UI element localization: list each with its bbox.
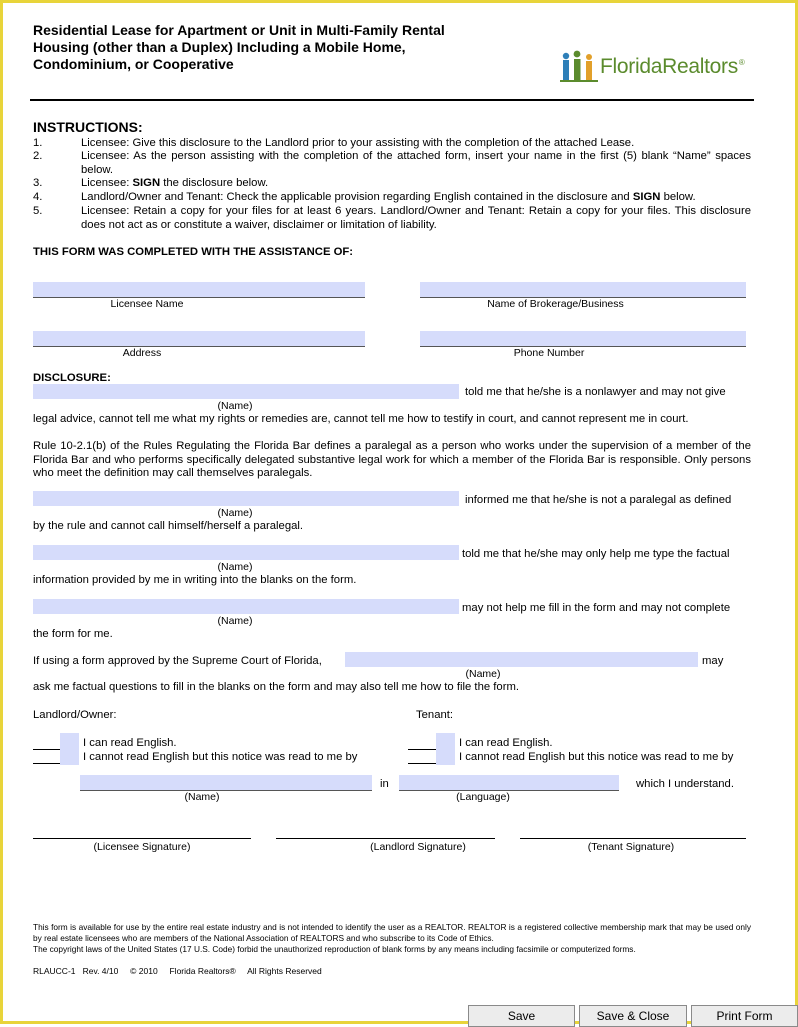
disclosure-text: ask me factual questions to fill in the blanks on the form and may also tell me how to file the form.: [33, 681, 520, 693]
phone-number-label: Phone Number: [513, 347, 585, 359]
can-read-english-text: I can read English.: [459, 737, 553, 749]
header-rule: [30, 99, 754, 101]
disclosure-text: information provided by me in writing into the blanks on the form.: [33, 574, 357, 586]
name-caption: (Name): [184, 791, 220, 803]
disclosure-text: told me that he/she may only help me type the factual: [462, 548, 730, 560]
brokerage-name-label: Name of Brokerage/Business: [487, 298, 624, 310]
landlord-owner-label: Landlord/Owner:: [33, 709, 117, 721]
instruction-item: 5. Licensee: Retain a copy for your files for at least 6 years. Landlord/Owner and Tenant: Retain a copy for your files. This disclosure does not act as or constitute a waiver, disclaimer or limitation of liability.: [33, 205, 751, 231]
save-button[interactable]: Save: [468, 1005, 575, 1027]
logo-registered-mark: ®: [738, 58, 745, 67]
phone-number-field[interactable]: [420, 331, 746, 347]
form-title: Residential Lease for Apartment or Unit in Multi-Family Rental Housing (other than a Duplex) Including a Mobile Home, Condominium, or Cooperative: [33, 22, 445, 72]
name-caption: (Name): [217, 561, 253, 573]
tenant-signature-label: (Tenant Signature): [587, 841, 675, 853]
disclosure-name-field-1[interactable]: [33, 384, 459, 399]
tenant-signature-line[interactable]: [520, 838, 746, 839]
licensee-signature-line[interactable]: [33, 838, 251, 839]
landlord-signature-line[interactable]: [276, 838, 495, 839]
tenant-cannot-read-blank: [408, 763, 436, 764]
cannot-read-english-text: I cannot read English but this notice was read to me by: [459, 751, 734, 763]
name-caption: (Name): [465, 668, 501, 680]
address-field[interactable]: [33, 331, 365, 347]
name-caption: (Name): [217, 400, 253, 412]
disclosure-text: may: [702, 655, 724, 667]
licensee-name-field[interactable]: [33, 282, 365, 298]
name-caption: (Name): [217, 507, 253, 519]
disclosure-text: the form for me.: [33, 628, 113, 640]
instruction-item: 1. Licensee: Give this disclosure to the Landlord prior to your assisting with the completion of the attached Lease.: [33, 137, 635, 149]
realtors-people-icon: [560, 50, 600, 84]
can-read-english-text: I can read English.: [83, 737, 177, 749]
logo-wordmark: FloridaRealtors: [600, 55, 738, 78]
address-label: Address: [122, 347, 162, 359]
cannot-read-english-text: I cannot read English but this notice was read to me by: [83, 751, 358, 763]
assistance-heading: THIS FORM WAS COMPLETED WITH THE ASSISTANCE OF:: [33, 246, 354, 258]
footer-form-id: RLAUCC-1 Rev. 4/10 © 2010 Florida Realtors® All Rights Reserved: [33, 966, 322, 976]
language-field[interactable]: [399, 775, 619, 791]
disclosure-text: informed me that he/she is not a paralegal as defined: [465, 494, 732, 506]
disclosure-name-field-2[interactable]: [33, 491, 459, 506]
disclosure-text: legal advice, cannot tell me what my rights or remedies are, cannot tell me how to testify in court, and cannot represent me in court.: [33, 413, 689, 425]
in-label: in: [380, 778, 389, 790]
name-caption: (Name): [217, 615, 253, 627]
instructions-heading: INSTRUCTIONS:: [33, 119, 143, 135]
disclosure-text: told me that he/she is a nonlawyer and may not give: [465, 386, 726, 398]
landlord-cannot-read-blank: [33, 763, 61, 764]
disclosure-name-field-3[interactable]: [33, 545, 459, 560]
instruction-item: 3. Licensee: SIGN the disclosure below.: [33, 177, 269, 189]
print-form-button[interactable]: Print Form: [691, 1005, 798, 1027]
disclosure-text: If using a form approved by the Supreme Court of Florida,: [33, 655, 322, 667]
disclosure-heading: DISCLOSURE:: [33, 372, 111, 384]
save-close-button[interactable]: Save & Close: [579, 1005, 687, 1027]
landlord-signature-label: (Landlord Signature): [370, 841, 466, 853]
instruction-item: 2. Licensee: As the person assisting with the completion of the attached form, insert your name in the first (5) blank “Name” spaces below.: [33, 150, 751, 176]
florida-realtors-logo: [560, 50, 745, 84]
tenant-english-checkbox[interactable]: [436, 733, 455, 765]
understand-text: which I understand.: [636, 778, 734, 790]
instruction-item: 4. Landlord/Owner and Tenant: Check the applicable provision regarding English contained in the disclosure and SIGN below.: [33, 191, 696, 203]
disclosure-text: may not help me fill in the form and may not complete: [462, 602, 731, 614]
landlord-english-checkbox[interactable]: [60, 733, 79, 765]
disclosure-text: by the rule and cannot call himself/herself a paralegal.: [33, 520, 304, 532]
landlord-can-read-blank: [33, 749, 61, 750]
brokerage-name-field[interactable]: [420, 282, 746, 298]
footer-disclaimer: This form is available for use by the entire real estate industry and is not intended to identify the user as a REALTOR. REALTOR is a registered collective membership mark that may be used only by real estate licensees who are members of the National Association of REALTORS and who subscribe to its Code of Ethics.: [33, 922, 751, 943]
tenant-can-read-blank: [408, 749, 436, 750]
licensee-name-label: Licensee Name: [110, 298, 184, 310]
reader-name-field[interactable]: [80, 775, 372, 791]
licensee-signature-label: (Licensee Signature): [93, 841, 191, 853]
disclosure-name-field-5[interactable]: [345, 652, 698, 667]
footer-copyright: The copyright laws of the United States (17 U.S. Code) forbid the unauthorized reproduction of blank forms by any means including facsimile or computerized forms.: [33, 944, 636, 954]
paralegal-rule-text: Rule 10-2.1(b) of the Rules Regulating the Florida Bar defines a paralegal as a person who works under the supervision of a member of the Florida Bar and who performs specifically delegated substantive legal work for which a member of the Florida Bar is responsible. Only persons who meet the definition may call themselves paralegals.: [33, 440, 751, 479]
language-caption: (Language): [456, 791, 510, 803]
tenant-label: Tenant:: [416, 709, 454, 721]
disclosure-name-field-4[interactable]: [33, 599, 459, 614]
